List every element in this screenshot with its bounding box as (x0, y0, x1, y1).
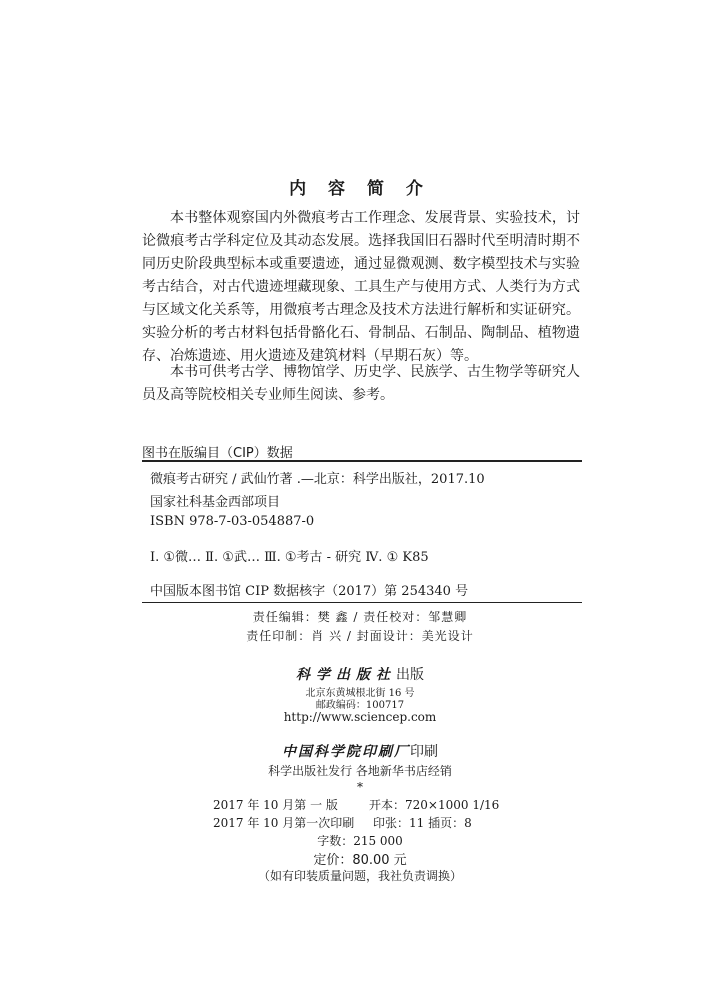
printer-name-mark: 中国科学院印刷厂 (282, 744, 410, 760)
publisher-name-suffix: 出版 (396, 667, 424, 683)
publisher-url[interactable]: http://www.sciencep.com (283, 710, 437, 724)
summary-paragraph-2: 本书可供考古学、博物馆学、历史学、民族学、古生物学等研究人员及高等院校相关专业师生阅读、参考。 (142, 364, 580, 403)
book-format: 开本：720×1000 1/16 (369, 798, 500, 812)
cip-top-rule (142, 460, 582, 462)
print-date: 2017 年 10 月第一次印刷 (213, 816, 355, 830)
cip-heading: 图书在版编目（CIP）数据 (142, 446, 293, 461)
distribution-line: 科学出版社发行 各地新华书店经销 (268, 764, 452, 778)
cip-line-project: 国家社科基金西部项目 (150, 495, 281, 510)
credits-printing: 责任印制：肖 兴 / 封面设计：美光设计 (246, 629, 474, 643)
cip-line-record-number: 中国版本图书馆 CIP 数据核字（2017）第 254340 号 (150, 584, 469, 599)
cip-line-title: 微痕考古研究 / 武仙竹著 .—北京：科学出版社，2017.10 (150, 472, 485, 487)
printed-sheets: 印张：11 插页：8 (373, 816, 472, 830)
credits-editor: 责任编辑：樊 鑫 / 责任校对：邹慧卿 (252, 610, 468, 624)
cip-line-isbn: ISBN 978-7-03-054887-0 (150, 514, 315, 529)
publisher-address: 北京东黄城根北街 16 号 (305, 688, 415, 699)
separator-asterisk: * (357, 780, 363, 794)
publisher-name-mark: 科学出版社 (296, 667, 396, 683)
printer-line (0, 741, 720, 761)
summary-paragraph-1: 本书整体观察国内外微痕考古工作理念、发展背景、实验技术，讨论微痕考古学科定位及其动态发展。选择我国旧石器时代至明清时期不同历史阶段典型标本或重要遗迹，通过显微观测、数字模型技术与实验考古结合，对古代遗迹埋藏现象、工具生产与使用方式、人类行为方式与区域文化关系等，用微痕考古理念及技术方法进行解析和实证研究。实验分析的考古材料包括骨骼化石、骨制品、石制品、陶制品、植物遗存、冶炼遗迹、用火遗迹及建筑材料（早期石灰）等。 (142, 210, 580, 364)
word-count: 字数：215 000 (317, 834, 403, 848)
edition-date: 2017 年 10 月第 一 版 (213, 798, 338, 812)
publisher-postcode: 邮政编码：100717 (315, 700, 405, 711)
cip-line-classification: Ⅰ. ①微… Ⅱ. ①武… Ⅲ. ①考古 - 研究 Ⅳ. ① K85 (150, 550, 429, 565)
publisher-line (0, 664, 720, 684)
price: 定价：80.00 元 (313, 853, 407, 868)
quality-notice: （如有印装质量问题，我社负责调换） (257, 869, 462, 883)
printer-name-suffix: 印刷 (410, 744, 438, 760)
summary-title: 内 容 简 介 (289, 179, 431, 199)
cip-bottom-rule (142, 602, 582, 603)
